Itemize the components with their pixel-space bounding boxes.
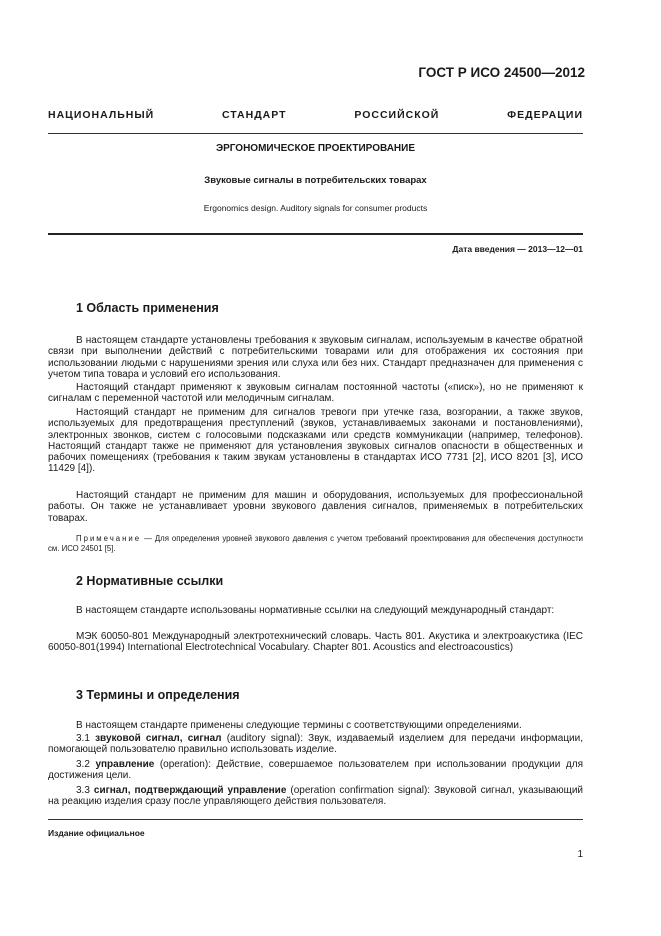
definition-3-2 [48, 759, 583, 782]
definition-term: звуковой сигнал, сигнал [95, 733, 222, 744]
title-divider [48, 233, 583, 235]
document-subtitle: Звуковые сигналы в потребительских товарах [204, 175, 427, 186]
section-1-paragraph-4: Настоящий стандарт не применим для машин и оборудования, используемых для профессиональной работы. Он также не устанавливает уровни звукового давления сигналов, применяемых в потребительских товарах. [48, 490, 583, 524]
section-3-paragraph-1: В настоящем стандарте применены следующие термины с соответствующими определениями. [76, 720, 522, 731]
definition-number: 3.3 [76, 785, 94, 796]
note-label: Примечание [76, 534, 142, 543]
note-text: — Для определения уровней звукового давления с учетом требований проектирования для обеспечения доступности см. ИСО 24501 [5]. [48, 534, 583, 553]
definition-term: управление [95, 759, 155, 770]
definition-term: сигнал, подтверждающий управление [93, 785, 287, 796]
section-2-heading: 2 Нормативные ссылки [76, 574, 224, 588]
section-1-paragraph-3: Настоящий стандарт не применим для сигналов тревоги при утечке газа, возгорании, а также звуков, используемых для предотвращения преступлений (звуков, устанавливаемых законами и постановлениями), электронных звонков, систем с голосовыми подсказками или средств коммуникации (например, телефонов). Настоящий стандарт также не применяют для установления звуковых сигналов опасности в общественных и рабочих помещениях (требования к таким звукам установлены в стандартах ИСО 7731 [2], ИСО 8201 [3], ИСО 11429 [4]). [48, 407, 583, 475]
section-2-reference: МЭК 60050-801 Международный электротехнический словарь. Часть 801. Акустика и электроакустика (IEC 60050-801(1994) International Electrotechnical Vocabulary. Chapter 801. Acoustics and electroacoustics) [48, 631, 583, 654]
footer-divider [48, 819, 583, 820]
official-edition-label: Издание официальное [48, 828, 145, 838]
definition-number: 3.1 [76, 733, 96, 744]
top-divider [48, 133, 583, 134]
section-1-paragraph-1: В настоящем стандарте установлены требования к звуковым сигналам, используемым в качестве обратной связи при выполнении действий с потребительскими товарами или для отображения их состояния при использовании людьми с нарушениями зрения или слуха или без них. Стандарт предназначен для применения с учетом типа товара и условий его использования. [48, 335, 583, 380]
document-main-title: ЭРГОНОМИЧЕСКОЕ ПРОЕКТИРОВАНИЕ [215, 143, 416, 154]
section-3-heading: 3 Термины и определения [76, 688, 240, 702]
introduction-date: Дата введения — 2013—12—01 [452, 244, 583, 254]
english-title: Ergonomics design. Auditory signals for consumer products [203, 203, 428, 213]
definition-text: (operation): Действие, совершаемое пользователем при использовании продукции для достижения цели. [48, 759, 583, 782]
definition-number: 3.2 [76, 759, 96, 770]
definition-3-1 [48, 733, 583, 756]
document-number: ГОСТ Р ИСО 24500—2012 [418, 65, 585, 80]
section-1-note [48, 534, 583, 554]
section-1-heading: 1 Область применения [76, 301, 219, 315]
page-number: 1 [577, 849, 583, 860]
definition-3-3 [48, 785, 583, 808]
definition-text: (auditory signal): Звук, издаваемый изделием для передачи информации, помогающей пользователю правильно использовать изделие. [48, 733, 583, 756]
national-standard-title: НАЦИОНАЛЬНЫЙ СТАНДАРТ РОССИЙСКОЙ ФЕДЕРАЦИИ [48, 109, 583, 121]
definition-text: (operation confirmation signal): Звуковой сигнал, указывающий на реакцию изделия сразу после управляющего действия пользователя. [48, 785, 583, 808]
section-2-paragraph-1: В настоящем стандарте использованы нормативные ссылки на следующий международный стандарт: [76, 605, 555, 616]
section-1-paragraph-2: Настоящий стандарт применяют к звуковым сигналам постоянной частоты («писк»), но не применяют к сигналам с переменной частотой или мелодичным сигналам. [48, 382, 583, 405]
